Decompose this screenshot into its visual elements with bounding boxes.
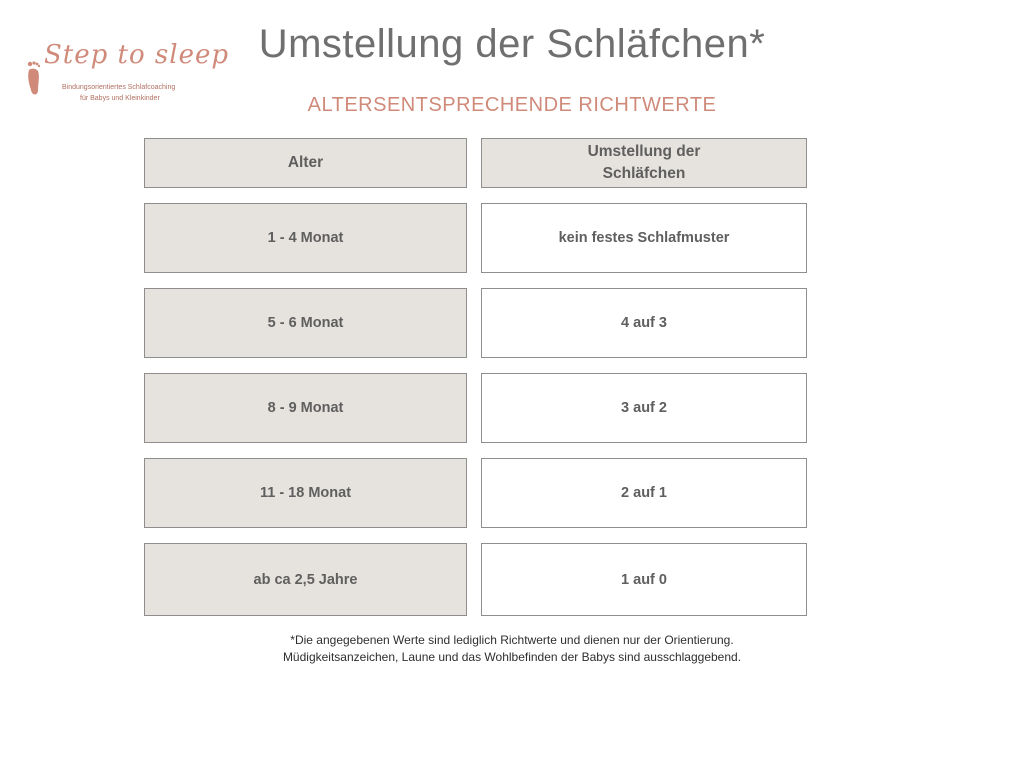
- header-age: [144, 138, 467, 188]
- value-label: kein festes Schlafmuster: [558, 230, 730, 246]
- age-label: 11 - 18 Monat: [259, 485, 352, 501]
- table-row-value: [481, 373, 807, 443]
- value-label: 3 auf 2: [621, 400, 667, 416]
- brand-tagline: Bindungsorientiertes Schlafcoaching: [62, 84, 176, 91]
- value-label: 4 auf 3: [621, 315, 667, 331]
- age-label: ab ca 2,5 Jahre: [253, 571, 358, 588]
- header-nap-change-line1: Umstellung der: [587, 143, 701, 160]
- age-label: 5 - 6 Monat: [267, 315, 344, 331]
- table-row-age: [144, 288, 467, 358]
- value-label: 2 auf 1: [621, 485, 667, 501]
- header-nap-change-line2: Schläfchen: [602, 165, 686, 182]
- brand-script: Step to sleep: [44, 40, 229, 70]
- header-nap-change: [481, 138, 807, 188]
- age-label: 8 - 9 Monat: [267, 400, 344, 416]
- value-label: 1 auf 0: [621, 571, 667, 588]
- footnote-line2: Müdigkeitsanzeichen, Laune und das Wohlbefinden der Babys sind ausschlaggebend.: [282, 649, 742, 664]
- table-row-value: [481, 288, 807, 358]
- table-row-age: [144, 458, 467, 528]
- page-title: Umstellung der Schläfchen*: [258, 22, 766, 66]
- table-row-age: [144, 543, 467, 616]
- table-row-value: [481, 543, 807, 616]
- footnote: [0, 632, 1024, 665]
- table-row-age: [144, 203, 467, 273]
- age-label: 1 - 4 Monat: [267, 230, 344, 246]
- page-subtitle: ALTERSENTSPRECHENDE RICHTWERTE: [307, 94, 717, 116]
- table-row-value: [481, 203, 807, 273]
- table-row-age: [144, 373, 467, 443]
- brand-tagline-2: für Babys und Kleinkinder: [80, 95, 160, 102]
- header-nap-change-label: [588, 141, 701, 185]
- header-age-label: Alter: [287, 154, 324, 171]
- footnote-line1: *Die angegebenen Werte sind lediglich Richtwerte und dienen nur der Orientierung.: [290, 633, 734, 647]
- table-row-value: [481, 458, 807, 528]
